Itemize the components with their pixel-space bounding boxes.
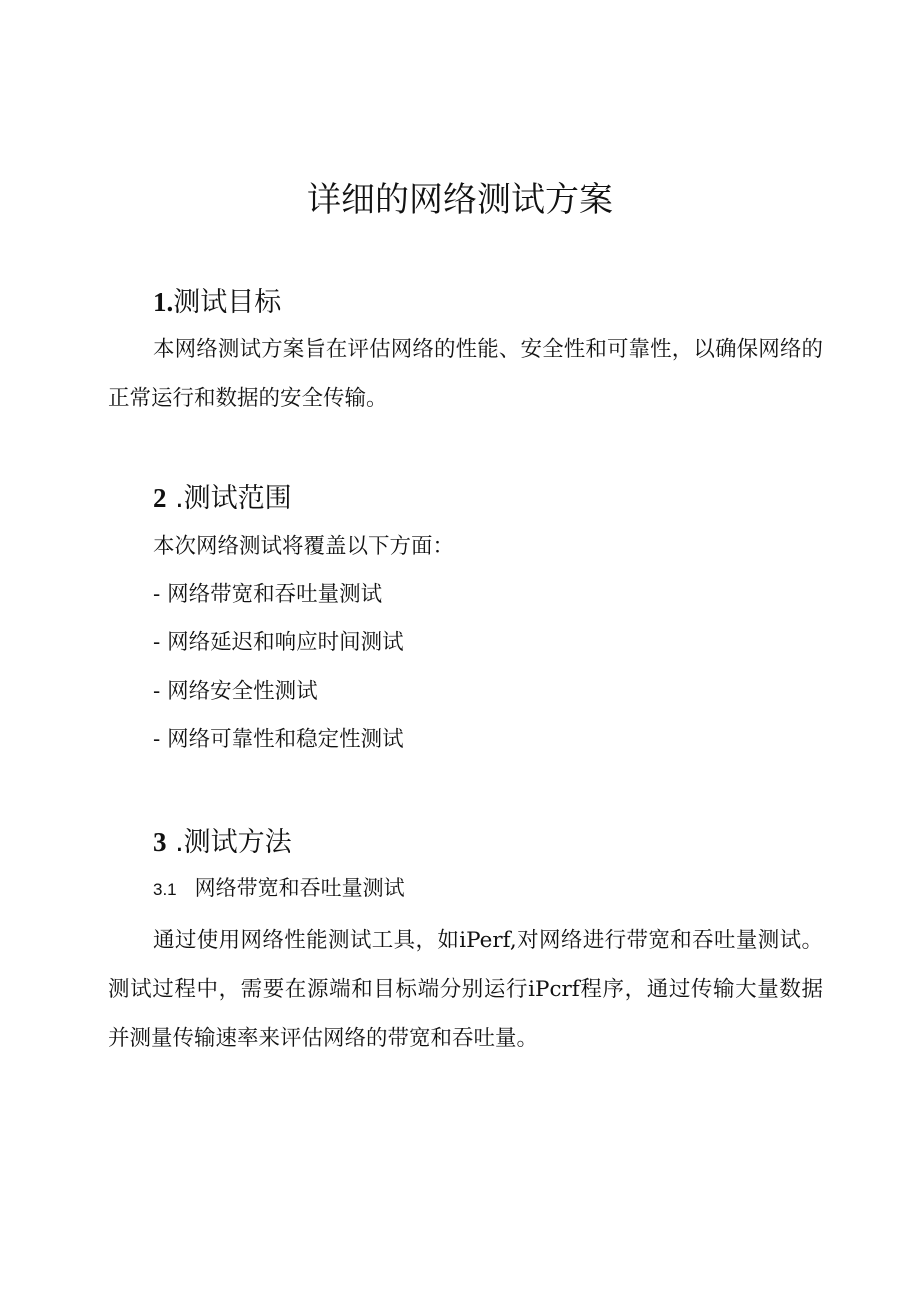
- section-2-heading-text: .测试范围: [166, 483, 292, 514]
- section-2-number: 2: [153, 483, 167, 513]
- section-1-heading: [153, 282, 281, 323]
- subsection-3-1-number: 3.1: [153, 880, 177, 899]
- section-2-intro: 本次网络测试将覆盖以下方面：: [153, 534, 455, 559]
- section-1-number: 1.: [153, 287, 174, 317]
- section-1-heading-text: 测试目标: [173, 287, 282, 318]
- subsection-3-1-heading: [153, 872, 405, 906]
- list-item: - 网络延迟和响应时间测试: [153, 630, 404, 655]
- section-1-paragraph: 本网络测试方案旨在评估网络的性能、安全性和可靠性，以确保网络的正常运行和数据的安全传输。: [108, 337, 823, 411]
- section-3-heading-text: .测试方法: [166, 827, 292, 858]
- subsection-3-1-paragraph: 通过使用网络性能测试工具，如iPerf,对网络进行带宽和吞吐量测试。测试过程中，需要在源端和目标端分别运行iPcrf程序，通过传输大量数据并测量传输速率来评估网络的带宽和吞吐量。: [108, 928, 823, 1051]
- list-item: - 网络可靠性和稳定性测试: [153, 727, 404, 752]
- document-title: 详细的网络测试方案: [307, 180, 613, 220]
- subsection-3-1-heading-text: 网络带宽和吞吐量测试: [194, 876, 405, 900]
- section-2-heading: [153, 478, 292, 519]
- section-3-number: 3: [153, 827, 167, 857]
- section-3-heading: [153, 822, 292, 863]
- list-item: - 网络安全性测试: [153, 679, 318, 704]
- list-item: - 网络带宽和吞吐量测试: [153, 582, 383, 607]
